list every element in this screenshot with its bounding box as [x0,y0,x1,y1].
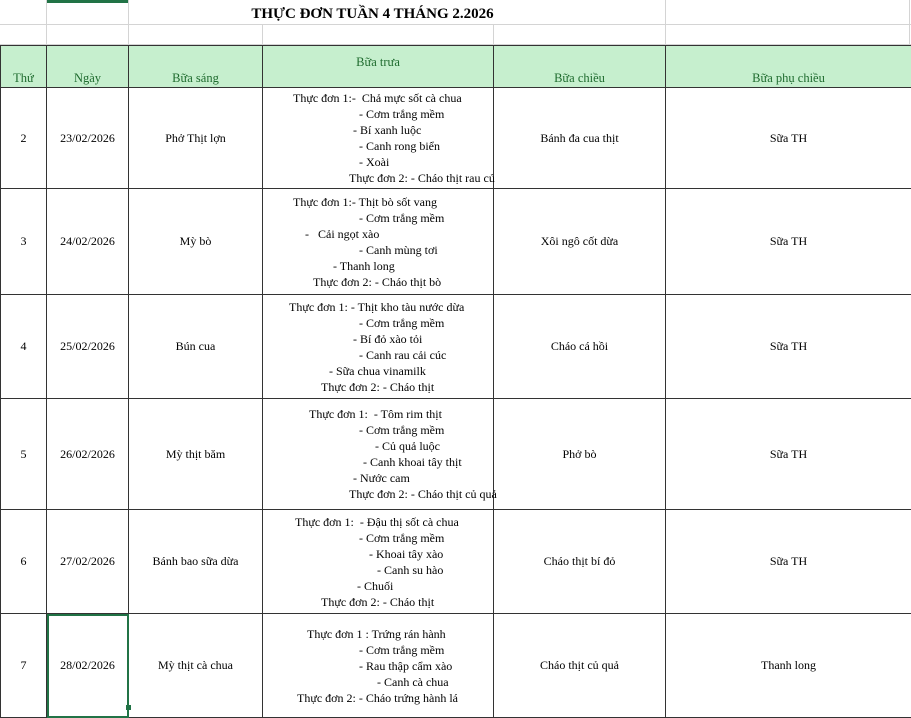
cell-bua-phu-chieu[interactable]: Sữa TH [666,510,911,614]
cell-bua-trua[interactable] [263,510,494,614]
header-thu[interactable]: Thứ [1,46,47,88]
cell-bua-chieu[interactable]: Xôi ngô cốt dừa [494,189,666,295]
lunch-line: Thực đơn 1: - Tôm rim thịt [263,406,493,422]
cell-bua-phu-chieu[interactable]: Sữa TH [666,399,911,510]
cell-bua-phu-chieu[interactable]: Sữa TH [666,189,911,295]
cell-bua-chieu[interactable]: Bánh đa cua thịt [494,88,666,189]
lunch-line: Thực đơn 1: - Thịt kho tàu nước dừa [263,299,493,315]
lunch-line: Thực đơn 2: - Cháo trứng hành lá [263,690,493,706]
cell-bua-phu-chieu[interactable]: Sữa TH [666,88,911,189]
cell-bua-chieu[interactable]: Cháo thịt củ quả [494,614,666,718]
lunch-line: - Canh mùng tơi [263,242,493,258]
lunch-line: Thực đơn 1:- Chả mực sốt cà chua [263,90,493,106]
lunch-line: - Củ quả luộc [263,438,493,454]
fill-handle[interactable] [126,705,131,710]
lunch-line: Thực đơn 1: - Đậu thị sốt cà chua [263,514,493,530]
lunch-line: Thực đơn 2: - Cháo thịt [263,594,493,610]
cell-bua-chieu[interactable]: Cháo cá hồi [494,295,666,399]
lunch-line: Thực đơn 1:- Thịt bò sốt vang [263,194,493,210]
cell-bua-sang[interactable]: Mỳ bò [129,189,263,295]
cell-bua-chieu[interactable]: Phở bò [494,399,666,510]
cell-bua-sang[interactable]: Mỳ thịt cà chua [129,614,263,718]
cell-thu[interactable]: 3 [1,189,47,295]
cell-bua-trua[interactable] [263,614,494,718]
lunch-line: Thực đơn 2: - Cháo thịt rau củ [263,170,493,186]
header-bua-sang[interactable]: Bữa sáng [129,46,263,88]
lunch-line: - Canh rong biển [263,138,493,154]
lunch-line: - Cơm trắng mềm [263,530,493,546]
lunch-line: Thực đơn 2: - Cháo thịt bò [263,274,493,290]
menu-title[interactable]: THỰC ĐƠN TUẦN 4 THÁNG 2.2026 [0,4,911,24]
table-row [1,189,911,295]
lunch-line: - Khoai tây xào [263,546,493,562]
lunch-line: - Canh cà chua [263,674,493,690]
lunch-line: Thực đơn 2: - Cháo thịt củ quả [263,486,493,502]
cell-bua-trua[interactable] [263,399,494,510]
header-bua-trua[interactable]: Bữa trưa [263,46,494,88]
cell-ngay[interactable]: 24/02/2026 [47,189,129,295]
cell-ngay[interactable]: 27/02/2026 [47,510,129,614]
lunch-line: Thực đơn 2: - Cháo thịt [263,379,493,395]
cell-bua-chieu[interactable]: Cháo thịt bí đỏ [494,510,666,614]
header-bua-chieu[interactable]: Bữa chiều [494,46,666,88]
table-row [1,88,911,189]
lunch-line: - Xoài [263,154,493,170]
lunch-line: Thực đơn 1 : Trứng rán hành [263,626,493,642]
table-row [1,295,911,399]
cell-bua-trua[interactable] [263,189,494,295]
cell-bua-phu-chieu[interactable]: Sữa TH [666,295,911,399]
lunch-line: - Bí đỏ xào tỏi [263,331,493,347]
cell-bua-sang[interactable]: Bún cua [129,295,263,399]
lunch-line: - Nước cam [263,470,493,486]
cell-thu[interactable]: 7 [1,614,47,718]
cell-ngay[interactable]: 26/02/2026 [47,399,129,510]
header-bua-phu-chieu[interactable]: Bữa phụ chiều [666,46,911,88]
table-row [1,614,911,718]
cell-ngay[interactable]: 28/02/2026 [47,614,129,718]
cell-thu[interactable]: 4 [1,295,47,399]
table-row [1,399,911,510]
header-row [1,46,911,88]
lunch-line: - Bí xanh luộc [263,122,493,138]
lunch-line: - Canh khoai tây thịt [263,454,493,470]
cell-bua-sang[interactable]: Phở Thịt lợn [129,88,263,189]
cell-thu[interactable]: 6 [1,510,47,614]
lunch-line: - Chuối [263,578,493,594]
header-ngay[interactable]: Ngày [47,46,129,88]
lunch-line: - Cơm trắng mềm [263,210,493,226]
cell-bua-sang[interactable]: Mỳ thịt băm [129,399,263,510]
lunch-line: - Cơm trắng mềm [263,642,493,658]
lunch-line: - Cải ngọt xào [263,226,493,242]
menu-table [0,45,911,718]
cell-ngay[interactable]: 23/02/2026 [47,88,129,189]
cell-ngay[interactable]: 25/02/2026 [47,295,129,399]
lunch-line: - Rau thập cẩm xào [263,658,493,674]
lunch-line: - Cơm trắng mềm [263,315,493,331]
cell-thu[interactable]: 5 [1,399,47,510]
cell-bua-trua[interactable] [263,88,494,189]
cell-bua-trua[interactable] [263,295,494,399]
table-row [1,510,911,614]
cell-bua-phu-chieu[interactable]: Thanh long [666,614,911,718]
lunch-line: - Canh rau cải cúc [263,347,493,363]
cell-bua-sang[interactable]: Bánh bao sữa dừa [129,510,263,614]
lunch-line: - Cơm trắng mềm [263,106,493,122]
cell-thu[interactable]: 2 [1,88,47,189]
lunch-line: - Cơm trắng mềm [263,422,493,438]
lunch-line: - Sữa chua vinamilk [263,363,493,379]
sheet-row-2[interactable] [0,24,911,45]
lunch-line: - Canh su hào [263,562,493,578]
lunch-line: - Thanh long [263,258,493,274]
